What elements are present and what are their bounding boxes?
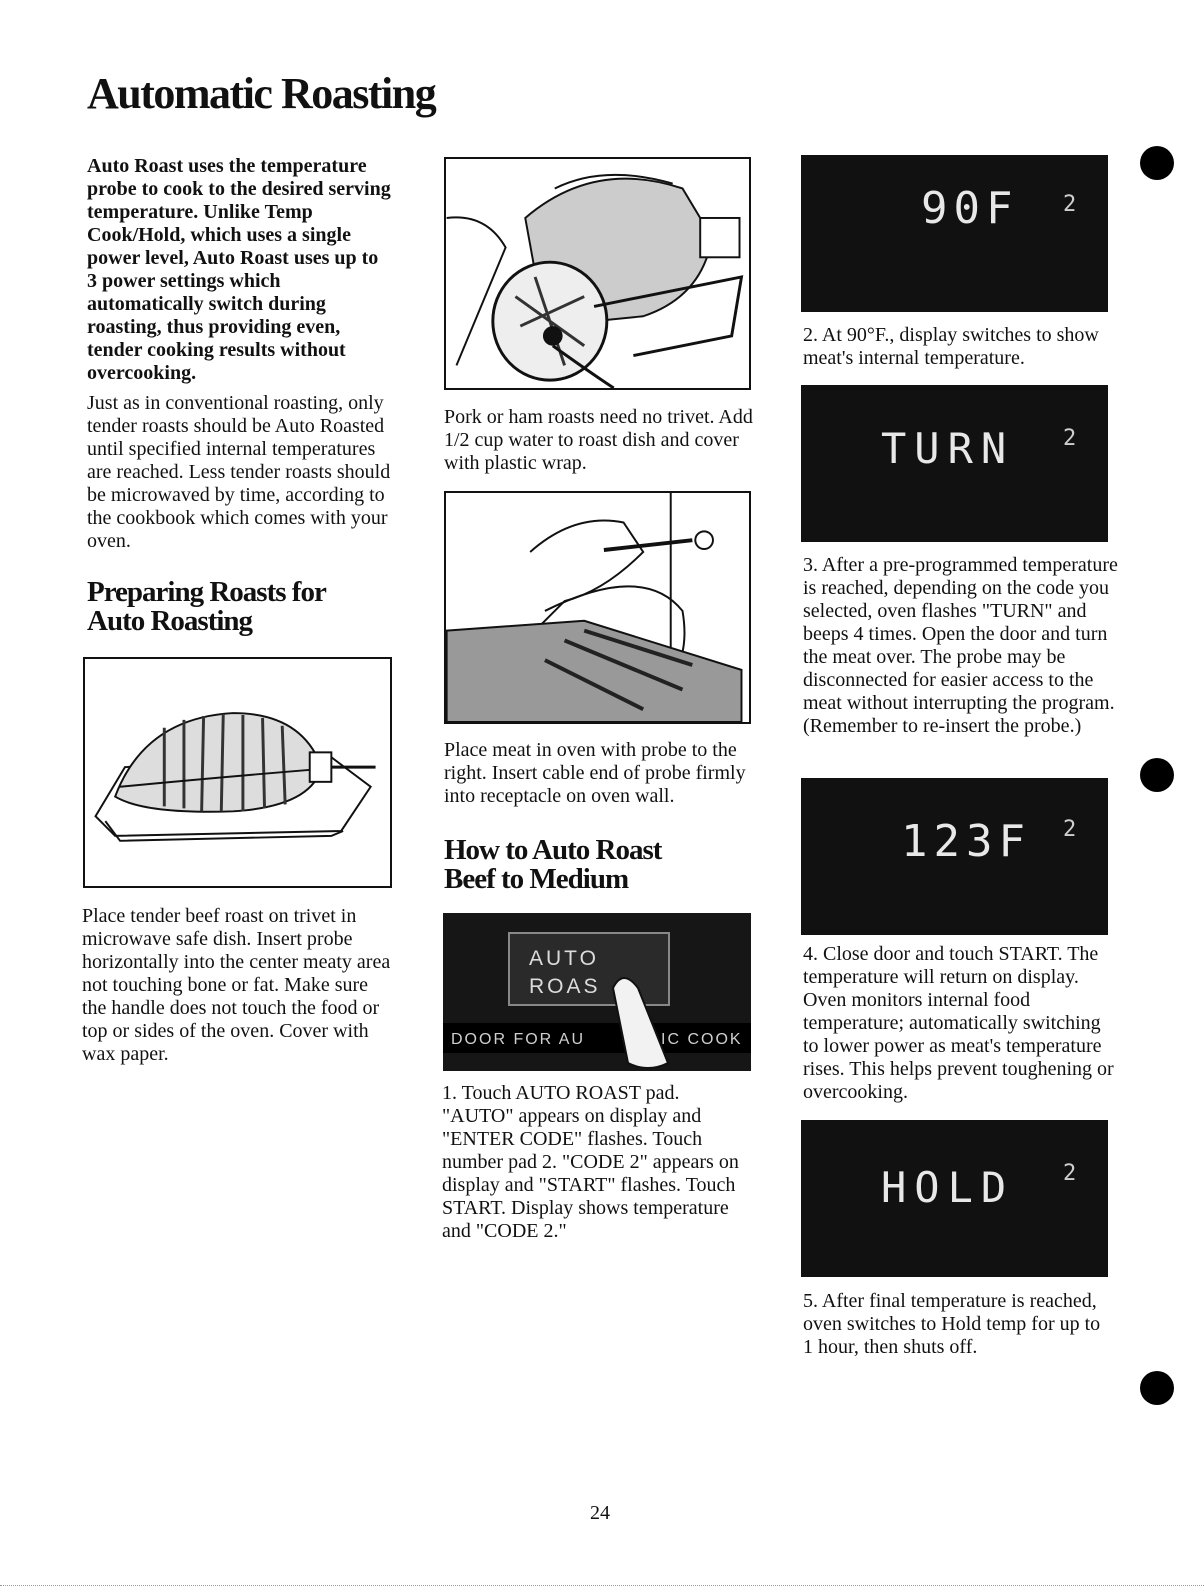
display-90f xyxy=(801,155,1108,312)
binder-hole-bottom xyxy=(1140,1371,1174,1405)
keypad-label-line2: ROAS xyxy=(529,975,601,998)
binder-hole-middle xyxy=(1140,758,1174,792)
page-title: Automatic Roasting xyxy=(87,69,436,118)
display-readout: HOLD xyxy=(881,1163,1015,1212)
step2-text: 2. At 90°F., display switches to show meat's internal temperature. xyxy=(803,324,1099,369)
display-code: 2 xyxy=(1063,192,1077,217)
display-123f xyxy=(801,778,1108,935)
display-123f-drawing xyxy=(801,778,1108,935)
pork-roast-drawing xyxy=(446,159,749,388)
scan-edge-line xyxy=(0,1585,1204,1586)
probe-caption: Place meat in oven with probe to the right. Insert cable end of probe firmly into receptacle on oven wall. xyxy=(444,739,746,807)
preparing-heading-line1: Preparing Roasts for xyxy=(87,576,326,608)
display-hold xyxy=(801,1120,1108,1277)
probe-insertion-illustration xyxy=(444,491,751,724)
display-readout: 90F xyxy=(921,183,1019,234)
preparing-heading-line2: Auto Roasting xyxy=(87,605,253,637)
pork-roast-illustration xyxy=(444,157,751,390)
display-code: 2 xyxy=(1063,1161,1077,1186)
intro-bold-paragraph: Auto Roast uses the temperature probe to cook to the desired serving temperature. Unlike Temp Cook/Hold, which uses a single power level, Auto Roast uses up to 3 power settings which automatically switch during roasting, thus providing even, tender cooking results without overcooking. xyxy=(87,155,391,384)
auto-roast-keypad-photo xyxy=(443,913,751,1071)
display-readout: 123F xyxy=(901,816,1031,867)
preparing-caption: Place tender beef roast on trivet in microwave safe dish. Insert probe horizontally into the center meaty area not touching bone or fat. Make sure the handle does not touch the food or top or sides of the oven. Cover with wax paper. xyxy=(82,905,391,1065)
pork-caption: Pork or ham roasts need no trivet. Add 1/2 cup water to roast dish and cover with plastic wrap. xyxy=(444,406,753,474)
step1-text: 1. Touch AUTO ROAST pad. "AUTO" appears on display and "ENTER CODE" flashes. Touch number pad 2. "CODE 2" appears on display and "START" flashes. Touch START. Display shows temperature and "CODE 2." xyxy=(442,1082,739,1242)
howto-heading xyxy=(444,836,661,894)
display-turn xyxy=(801,385,1108,542)
keypad-drawing xyxy=(443,913,751,1071)
probe-insertion-drawing xyxy=(446,493,749,722)
display-code: 2 xyxy=(1063,817,1077,842)
display-code: 2 xyxy=(1063,426,1077,451)
page-number: 24 xyxy=(590,1502,610,1524)
step3-text: 3. After a pre-programmed temperature is reached, depending on the code you selected, oven flashes "TURN" and beeps 4 times. Open the door and turn the meat over. The probe may be disconnected for easier access to the meat without interrupting the program. (Remember to re-insert the probe.) xyxy=(803,554,1118,737)
keypad-label-line1: AUTO xyxy=(529,947,599,970)
step5-text: 5. After final temperature is reached, oven switches to Hold temp for up to 1 hour, then shuts off. xyxy=(803,1290,1101,1358)
intro-body-paragraph: Just as in conventional roasting, only tender roasts should be Auto Roasted until specified internal temperatures are reached. Less tender roasts should be microwaved by time, according to the cookbook which comes with your oven. xyxy=(87,392,391,552)
preparing-heading xyxy=(87,578,326,636)
binder-hole-top xyxy=(1140,146,1174,180)
display-hold-drawing xyxy=(801,1120,1108,1277)
display-90f-drawing xyxy=(801,155,1108,312)
beef-roast-drawing xyxy=(85,659,390,886)
step4-text: 4. Close door and touch START. The temperature will return on display. Oven monitors internal food temperature; automatically switching to lower power as meat's temperature rises. This helps prevent toughening or overcooking. xyxy=(803,943,1114,1103)
beef-roast-illustration xyxy=(83,657,392,888)
howto-heading-line2: Beef to Medium xyxy=(444,863,629,895)
display-turn-drawing xyxy=(801,385,1108,542)
keypad-strip-right: IC COOK xyxy=(661,1031,743,1048)
display-readout: TURN xyxy=(881,424,1015,473)
keypad-strip-left: DOOR FOR AU xyxy=(451,1031,586,1048)
howto-heading-line1: How to Auto Roast xyxy=(444,834,662,866)
